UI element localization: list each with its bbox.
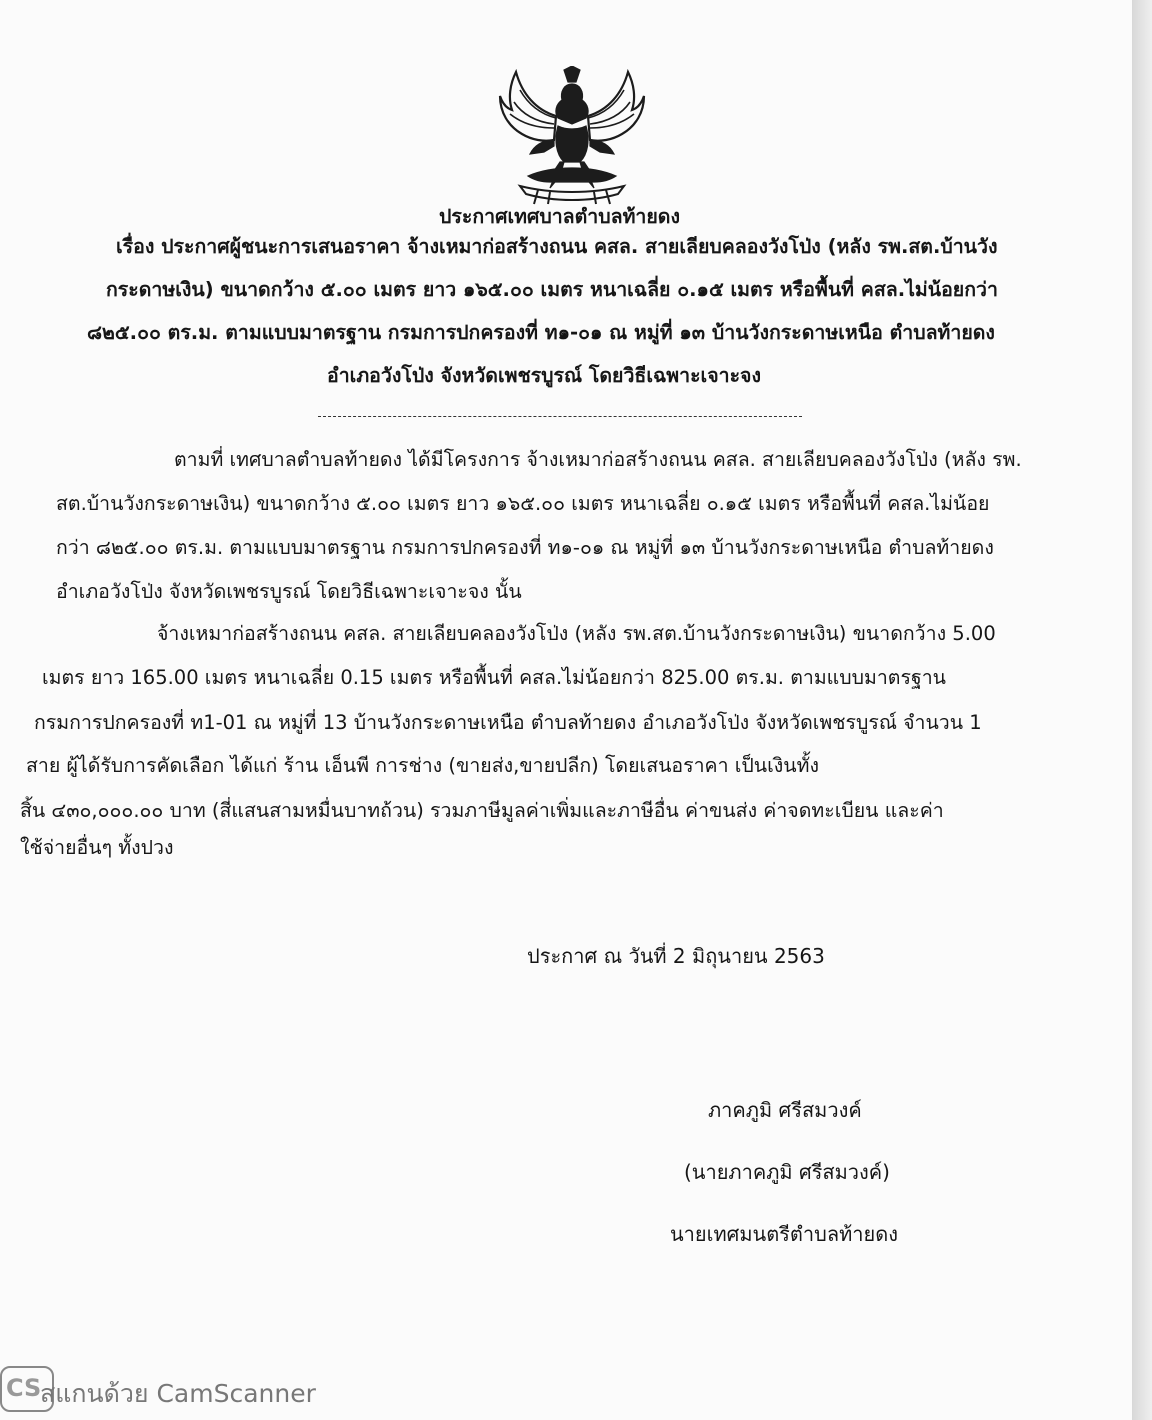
camscanner-watermark: สแกนด้วย CamScanner	[40, 1379, 316, 1408]
paragraph2-line-3: กรมการปกครองที่ ท1-01 ณ หมู่ที่ 13 บ้านวังกระดาษเหนือ ตำบลท้ายดง อำเภอวังโป่ง จังหวัดเพชรบูรณ์ จำนวน 1	[34, 711, 982, 734]
paragraph1-line-3: กว่า ๘๒๕.๐๐ ตร.ม. ตามแบบมาตรฐาน กรมการปกครองที่ ท๑-๐๑ ณ หมู่ที่ ๑๓ บ้านวังกระดาษเหนือ ตำบลท้ายดง	[56, 536, 994, 559]
paragraph1-line-1: ตามที่ เทศบาลตำบลท้ายดง ได้มีโครงการ จ้างเหมาก่อสร้างถนน คสล. สายเลียบคลองวังโป่ง (หลัง รพ.	[174, 448, 1022, 471]
subject-line-3: ๘๒๕.๐๐ ตร.ม. ตามแบบมาตรฐาน กรมการปกครองที่ ท๑-๐๑ ณ หมู่ที่ ๑๓ บ้านวังกระดาษเหนือ ตำบลท้ายดง	[87, 321, 995, 344]
signer-signed-name: ภาคภูมิ ศรีสมวงค์	[708, 1098, 862, 1122]
dashed-divider	[318, 416, 802, 417]
announcement-title: ประกาศเทศบาลตำบลท้ายดง	[439, 205, 680, 228]
subject-line-2: กระดาษเงิน) ขนาดกว้าง ๕.๐๐ เมตร ยาว ๑๖๕.๐๐ เมตร หนาเฉลี่ย ๐.๑๕ เมตร หรือพื้นที่ คสล.ไม่น้อยกว่า	[106, 278, 998, 301]
signer-printed-name: (นายภาคภูมิ ศรีสมวงค์)	[684, 1160, 890, 1184]
announcement-date: ประกาศ ณ วันที่ 2 มิถุนายน 2563	[527, 944, 825, 968]
paragraph2-line-5: สิ้น ๔๓๐,๐๐๐.๐๐ บาท (สี่แสนสามหมื่นบาทถ้วน) รวมภาษีมูลค่าเพิ่มและภาษีอื่น ค่าขนส่ง ค่าจดทะเบียน และค่า	[20, 799, 944, 822]
camscanner-logo: CS	[0, 1366, 54, 1412]
paragraph2-line-4: สาย ผู้ได้รับการคัดเลือก ได้แก่ ร้าน เอ็นพี การช่าง (ขายส่ง,ขายปลีก) โดยเสนอราคา เป็นเงินทั้ง	[26, 754, 820, 777]
paragraph1-line-2: สต.บ้านวังกระดาษเงิน) ขนาดกว้าง ๕.๐๐ เมตร ยาว ๑๖๕.๐๐ เมตร หนาเฉลี่ย ๐.๑๕ เมตร หรือพื้นที่ คสล.ไม่น้อย	[56, 492, 990, 515]
subject-line-4: อำเภอวังโป่ง จังหวัดเพชรบูรณ์ โดยวิธีเฉพาะเจาะจง	[327, 364, 761, 387]
subject-line-1: เรื่อง ประกาศผู้ชนะการเสนอราคา จ้างเหมาก่อสร้างถนน คสล. สายเลียบคลองวังโป่ง (หลัง รพ.สต.บ้านวัง	[116, 235, 998, 258]
garuda-emblem-icon	[498, 66, 646, 206]
paragraph2-line-2: เมตร ยาว 165.00 เมตร หนาเฉลี่ย 0.15 เมตร หรือพื้นที่ คสล.ไม่น้อยกว่า 825.00 ตร.ม. ตามแบบมาตรฐาน	[42, 666, 946, 689]
paragraph2-line-1: จ้างเหมาก่อสร้างถนน คสล. สายเลียบคลองวังโป่ง (หลัง รพ.สต.บ้านวังกระดาษเงิน) ขนาดกว้าง 5.00	[157, 622, 996, 645]
paragraph1-line-4: อำเภอวังโป่ง จังหวัดเพชรบูรณ์ โดยวิธีเฉพาะเจาะจง นั้น	[56, 580, 522, 603]
signer-position: นายเทศมนตรีตำบลท้ายดง	[670, 1222, 898, 1246]
page-edge	[1132, 0, 1152, 1420]
paragraph2-line-6: ใช้จ่ายอื่นๆ ทั้งปวง	[20, 836, 174, 859]
